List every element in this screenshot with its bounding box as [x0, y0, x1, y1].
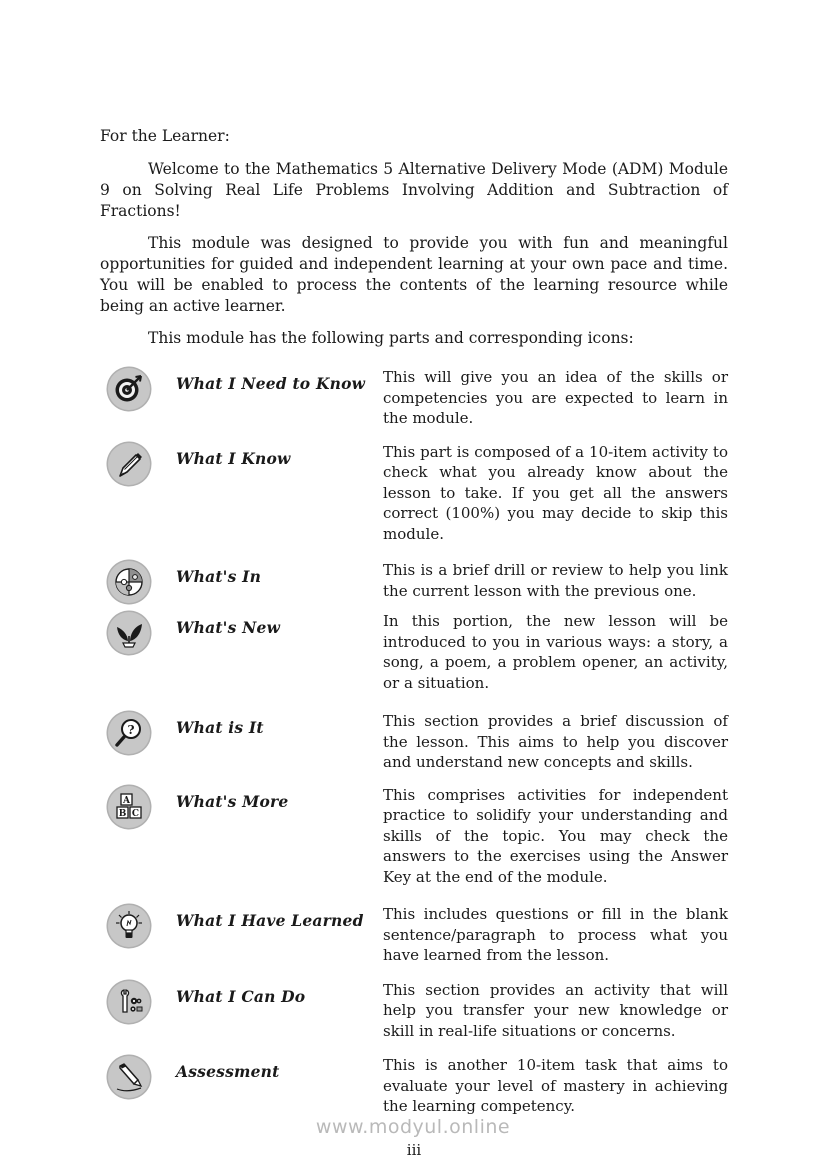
section-label: What's More — [176, 791, 289, 811]
table-row — [100, 785, 728, 888]
for-the-learner-heading: For the Learner: — [100, 127, 230, 145]
svg-text:C: C — [131, 808, 140, 819]
svg-text:B: B — [118, 808, 127, 819]
table-row — [100, 560, 728, 603]
section-description: This part is composed of a 10-item activity to check what you already know about the lesson to take. If you get all the answers correct (100%) you may decide to skip this module. — [383, 442, 728, 543]
lightbulb-icon — [108, 905, 150, 947]
table-row — [100, 367, 728, 429]
section-description: This is a brief drill or review to help you link the current lesson with the previous one. — [383, 561, 728, 600]
table-row — [100, 711, 728, 773]
section-description: In this portion, the new lesson will be introduced to you in various ways: a story, a song, a poem, a problem opener, an activity, or a situation. — [383, 612, 728, 692]
document-page — [100, 126, 728, 1159]
svg-text:A: A — [123, 795, 130, 806]
section-label: What is It — [176, 718, 264, 737]
intro-paragraph: This module has the following parts and corresponding icons: — [148, 329, 634, 347]
pencil-writing-icon — [108, 1056, 150, 1098]
module-parts-table — [100, 367, 728, 1117]
section-label: Assessment — [176, 1062, 280, 1081]
puzzle-head-icon — [108, 561, 150, 603]
section-label: What's In — [176, 567, 262, 586]
tools-icon — [108, 981, 150, 1023]
section-description: This is another 10-item task that aims to evaluate your level of mastery in achieving the learning competency. — [383, 1056, 728, 1115]
section-description: This will give you an idea of the skills or competencies you are expected to learn in the module. — [383, 368, 728, 427]
section-label: What I Have Learned — [176, 911, 364, 930]
table-row — [100, 980, 728, 1042]
intro-paragraph: This module was designed to provide you with fun and meaningful opportunities for guided and independent learning at your own pace and time. You will be enabled to process the contents of the learning resource while being an active learner. — [100, 234, 728, 315]
table-row — [100, 1055, 728, 1117]
abc-blocks-icon — [108, 786, 150, 828]
section-label: What I Can Do — [176, 986, 306, 1006]
seedling-icon — [108, 612, 150, 654]
section-description: This includes questions or fill in the blank sentence/paragraph to process what you have learned from the lesson. — [383, 905, 728, 964]
section-label: What I Know — [176, 448, 291, 468]
watermark: www.modyul.online — [315, 1116, 511, 1138]
table-row — [100, 611, 728, 693]
section-label: What I Need to Know — [176, 374, 366, 393]
target-dartboard-icon — [108, 368, 150, 410]
section-label: What's New — [176, 618, 281, 637]
magnifier-question-icon — [108, 712, 150, 754]
table-row — [100, 442, 728, 545]
section-description: This section provides an activity that will help you transfer your new knowledge or skill in real-life situations or concerns. — [383, 980, 728, 1040]
table-row — [100, 904, 728, 966]
section-description: This section provides a brief discussion of the lesson. This aims to help you discover and understand new concepts and skills. — [383, 712, 728, 771]
section-description: This comprises activities for independent practice to solidify your understanding and skills of the topic. You may check the answers to the exercises using the Answer Key at the end of the module. — [383, 785, 728, 886]
intro-paragraph: Welcome to the Mathematics 5 Alternative Delivery Mode (ADM) Module 9 on Solving Real Life Problems Involving Addition and Subtraction of Fractions! — [100, 160, 728, 220]
page-number: iii — [406, 1140, 422, 1159]
svg-text:?: ? — [127, 723, 135, 737]
pencil-icon — [108, 443, 150, 485]
